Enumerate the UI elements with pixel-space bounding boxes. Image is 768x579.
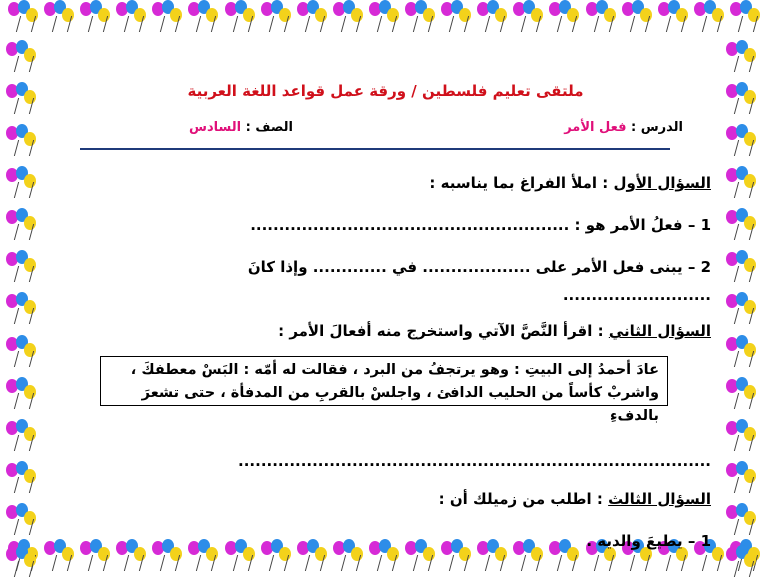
- question-3-instruction: : اطلب من زميلك أن :: [438, 490, 603, 508]
- balloon-icon: [656, 0, 690, 34]
- balloon-icon: [439, 0, 473, 34]
- balloon-icon: [6, 0, 40, 34]
- question-1-heading: السؤال الأول: [613, 174, 711, 192]
- balloon-icon: [724, 335, 758, 369]
- balloon-icon: [724, 40, 758, 74]
- grade-value: السادس: [189, 120, 242, 135]
- balloon-icon: [295, 0, 329, 34]
- reading-passage: [100, 356, 668, 424]
- q1-item-2-continued: ..........................: [562, 286, 711, 304]
- balloon-icon: [724, 545, 758, 579]
- question-1-instruction: : املأ الفراغ بما يناسبه :: [429, 174, 609, 192]
- balloon-icon: [4, 545, 38, 579]
- balloon-icon: [620, 0, 654, 34]
- page-title: ملتقى تعليم فلسطين / ورقة عمل قواعد اللغة العربية: [187, 82, 584, 100]
- balloon-icon: [724, 208, 758, 242]
- balloon-icon: [4, 461, 38, 495]
- balloon-icon: [724, 166, 758, 200]
- balloon-icon: [4, 124, 38, 158]
- question-1: [429, 174, 711, 192]
- balloon-icon: [4, 166, 38, 200]
- balloon-icon: [724, 419, 758, 453]
- lesson-label: الدرس :: [631, 120, 683, 135]
- border-right: [724, 40, 764, 579]
- balloon-icon: [42, 0, 76, 34]
- border-top: [0, 0, 768, 40]
- balloon-icon: [4, 292, 38, 326]
- question-2-instruction: : اقرأ النَّصَّ الآتي واستخرج منه أفعالَ الأمر :: [278, 322, 604, 340]
- question-3: [439, 490, 711, 508]
- balloon-icon: [4, 82, 38, 116]
- question-2-heading: السؤال الثاني: [608, 322, 711, 340]
- balloon-icon: [331, 0, 365, 34]
- header-divider: [80, 148, 670, 150]
- balloon-icon: [724, 461, 758, 495]
- balloon-icon: [724, 292, 758, 326]
- balloon-icon: [4, 419, 38, 453]
- border-left: [4, 40, 44, 579]
- q1-item-2: 2 – يبنى فعل الأمر على ................... في ............. وإذا كانَ: [247, 258, 711, 276]
- balloon-icon: [4, 208, 38, 242]
- balloon-icon: [4, 250, 38, 284]
- balloon-icon: [403, 0, 437, 34]
- passage-line-1: عادَ أحمدُ إلى البيتِ : وهو يرتجفُ من البرد ، فقالت له أمّه : البَسْ معطفكَ ،: [130, 362, 659, 378]
- q1-item-1: 1 – فعلُ الأمر هو : ........................................................: [250, 216, 711, 234]
- balloon-icon: [692, 0, 726, 34]
- balloon-icon: [547, 0, 581, 34]
- balloon-icon: [475, 0, 509, 34]
- balloon-icon: [4, 503, 38, 537]
- balloon-icon: [4, 377, 38, 411]
- balloon-icon: [724, 124, 758, 158]
- balloon-icon: [186, 0, 220, 34]
- lesson-info: [564, 120, 683, 135]
- balloon-icon: [78, 0, 112, 34]
- balloon-icon: [4, 335, 38, 369]
- balloon-icon: [728, 0, 762, 34]
- q3-item-1: 1 – يطيعَ والديه .: [586, 532, 711, 550]
- grade-info: [189, 120, 293, 135]
- balloon-icon: [724, 82, 758, 116]
- balloon-icon: [4, 40, 38, 74]
- balloon-icon: [724, 377, 758, 411]
- question-2: [278, 322, 711, 340]
- balloon-icon: [259, 0, 293, 34]
- balloon-icon: [367, 0, 401, 34]
- q2-answer-line: ...................................................................................: [238, 452, 711, 470]
- balloon-icon: [724, 503, 758, 537]
- balloon-icon: [511, 0, 545, 34]
- worksheet: [58, 60, 713, 579]
- question-3-heading: السؤال الثالث: [608, 490, 711, 508]
- balloon-icon: [114, 0, 148, 34]
- lesson-value: فعل الأمر: [564, 120, 627, 135]
- grade-label: الصف :: [245, 120, 293, 135]
- balloon-icon: [584, 0, 618, 34]
- balloon-icon: [150, 0, 184, 34]
- balloon-icon: [223, 0, 257, 34]
- passage-line-2: واشربْ كأساً من الحليب الدافئ ، واجلسْ بالقربِ من المدفأة ، حتى تشعرَ بالدفءِ: [141, 385, 659, 424]
- balloon-icon: [724, 250, 758, 284]
